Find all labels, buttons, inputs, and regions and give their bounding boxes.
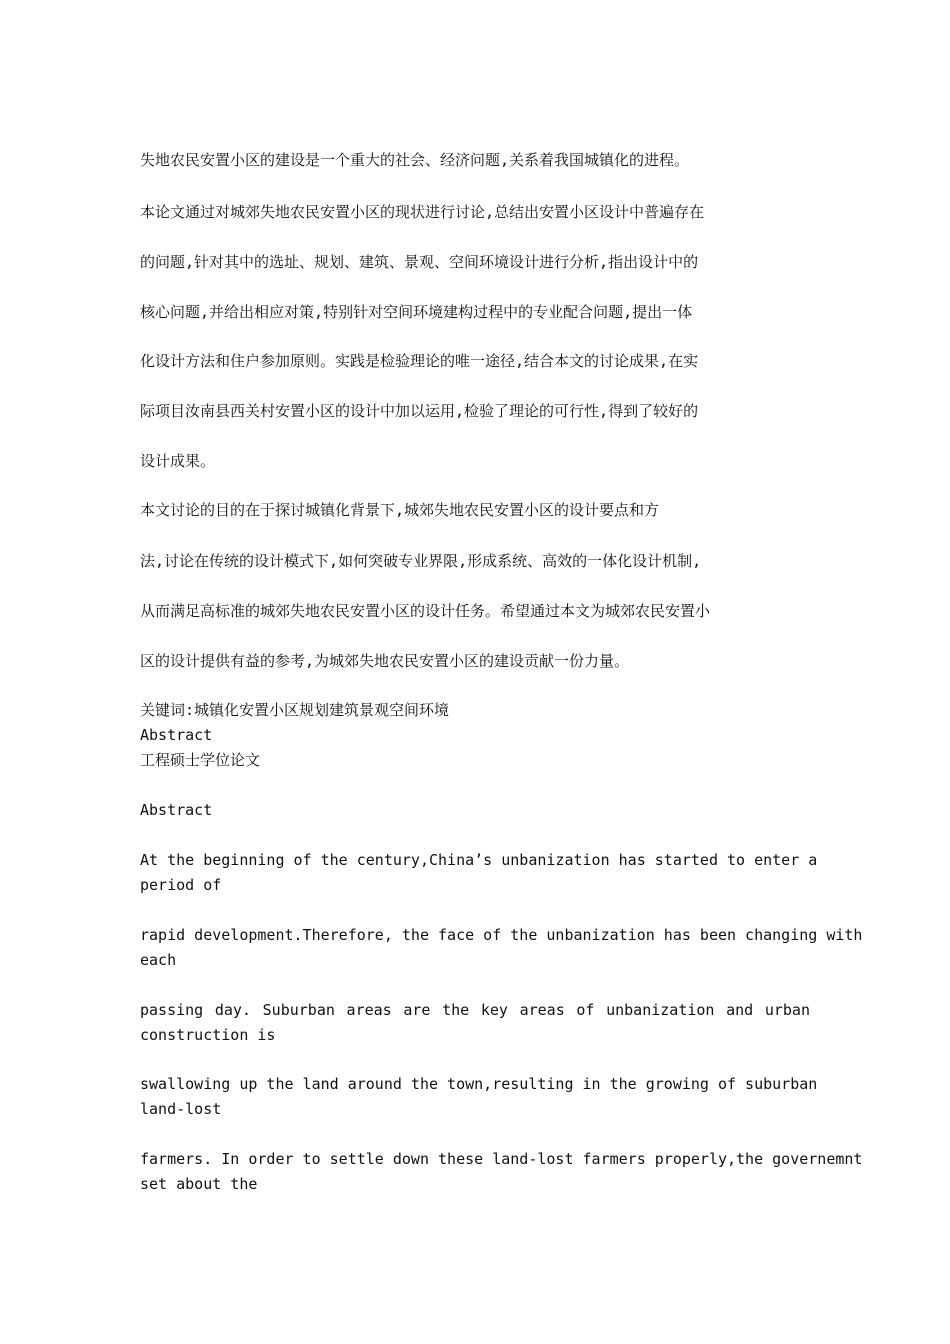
en-abstract-line-3-wrap: construction is [140, 1026, 276, 1044]
en-abstract-line-5-wrap: set about the [140, 1175, 258, 1193]
cn-paragraph-2-line-6: 设计成果。 [140, 452, 216, 470]
en-abstract-line-4-wrap: land-lost [140, 1100, 222, 1118]
cn-paragraph-3-line-3: 从而满足高标准的城郊失地农民安置小区的设计任务。希望通过本文为城郊农民安置小 [140, 602, 711, 620]
cn-paragraph-3-line-4: 区的设计提供有益的参考,为城郊失地农民安置小区的建设贡献一份力量。 [140, 652, 630, 670]
en-abstract-line-2-wrap: each [140, 951, 177, 969]
keywords-line: 关键词:城镇化安置小区规划建筑景观空间环境 [140, 701, 450, 719]
cn-paragraph-2-line-4: 化设计方法和住户参加原则。实践是检验理论的唯一途径,结合本文的讨论成果,在实 [140, 352, 699, 370]
cn-paragraph-3-line-1: 本文讨论的目的在于探讨城镇化背景下,城郊失地农民安置小区的设计要点和方 [140, 501, 660, 519]
cn-paragraph-1-line-1: 失地农民安置小区的建设是一个重大的社会、经济问题,关系着我国城镇化的进程。 [140, 151, 690, 169]
en-abstract-line-3: passing day. Suburban areas are the key areas of unbanization and urban [140, 1001, 810, 1019]
running-header-thesis: 工程硕士学位论文 [140, 751, 261, 769]
en-abstract-line-1-wrap: period of [140, 876, 222, 894]
cn-paragraph-3-line-2: 法,讨论在传统的设计模式下,如何突破专业界限,形成系统、高效的一体化设计机制, [140, 552, 702, 570]
en-abstract-line-5: farmers. In order to settle down these land-lost farmers properly,the governemnt [140, 1150, 863, 1168]
cn-paragraph-2-line-5: 际项目汝南县西关村安置小区的设计中加以运用,检验了理论的可行性,得到了较好的 [140, 402, 699, 420]
cn-paragraph-2-line-3: 核心问题,并给出相应对策,特别针对空间环境建构过程中的专业配合问题,提出一体 [140, 303, 693, 321]
english-abstract-heading: Abstract [140, 801, 213, 819]
en-abstract-line-4: swallowing up the land around the town,resulting in the growing of suburban [140, 1075, 818, 1093]
en-abstract-line-2: rapid development.Therefore, the face of the unbanization has been changing with [140, 926, 863, 944]
cn-paragraph-2-line-1: 本论文通过对城郊失地农民安置小区的现状进行讨论,总结出安置小区设计中普遍存在 [140, 203, 705, 221]
en-abstract-line-1: At the beginning of the century,China’s unbanization has started to enter a [140, 851, 818, 869]
running-header-section: Abstract [140, 726, 213, 744]
cn-paragraph-2-line-2: 的问题,针对其中的选址、规划、建筑、景观、空间环境设计进行分析,指出设计中的 [140, 253, 699, 271]
